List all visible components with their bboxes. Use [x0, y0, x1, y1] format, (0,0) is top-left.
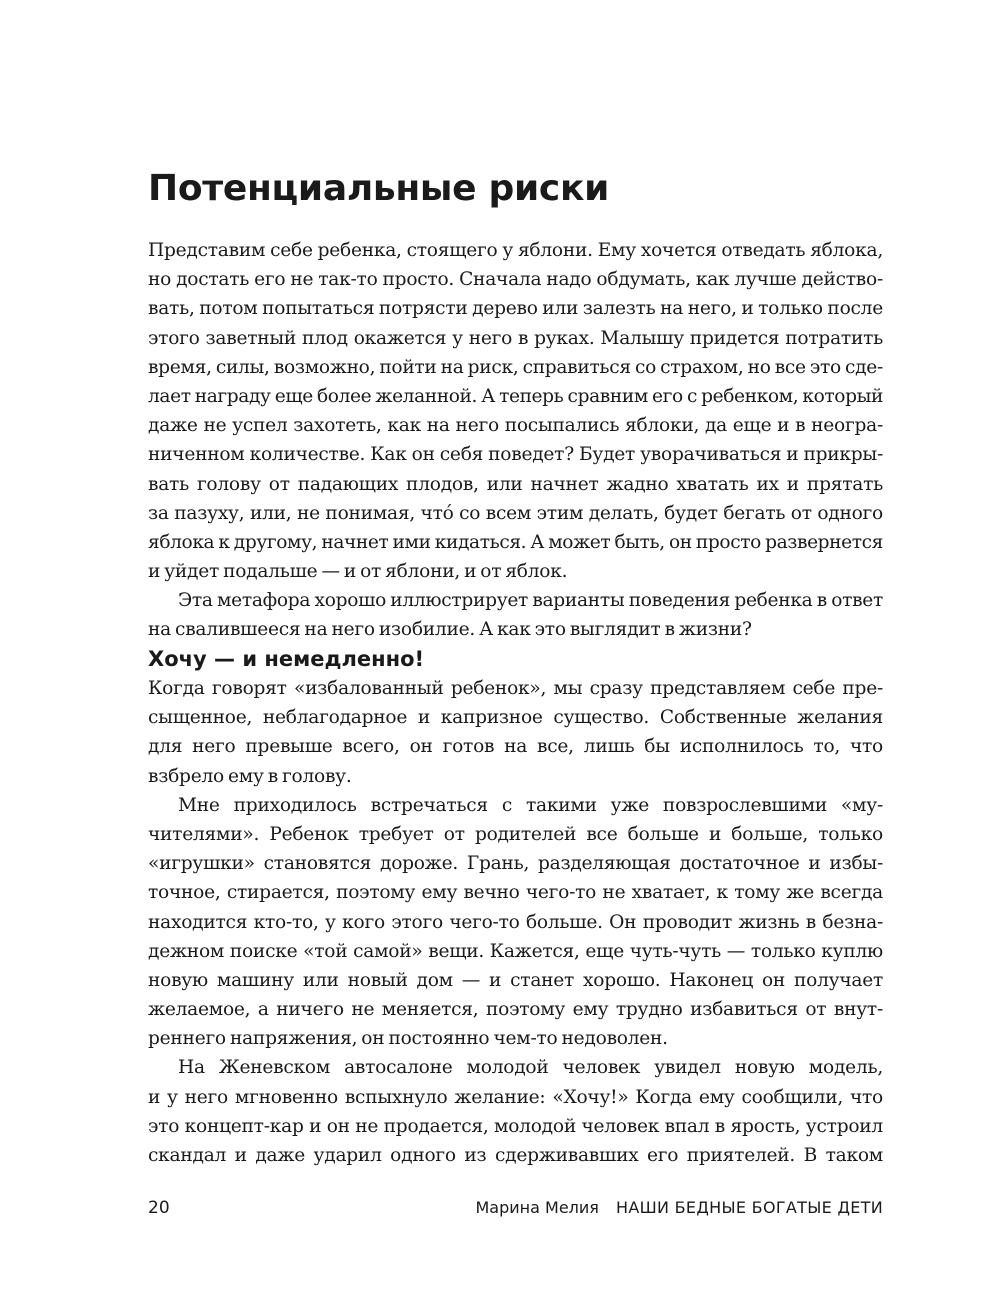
- text-line: скандал и даже ударил одного из сдерживавших его приятелей. В таком: [148, 1145, 883, 1166]
- chapter-title: Потенциальные риски: [148, 168, 610, 209]
- text-line: вать, потом попытаться потрясти дерево или залезть на него, и только после: [148, 298, 883, 320]
- text-line: находится кто-то, у кого этого чего-то больше. Он проводит жизнь в безна-: [148, 911, 883, 933]
- text-line: желаемое, а ничего не меняется, поэтому ему трудно избавиться от внут-: [148, 999, 883, 1021]
- text-line: реннего напряжения, он постоянно чем-то недоволен.: [148, 1028, 668, 1050]
- text-line: дежном поиске «той самой» вещи. Кажется, еще чуть-чуть — только куплю: [148, 940, 883, 962]
- page-footer: [148, 1196, 883, 1220]
- text-line: чителями». Ребенок требует от родителей все больше и больше, только: [148, 823, 883, 845]
- text-line: «игрушки» становятся дороже. Грань, разделяющая достаточное и избы-: [148, 853, 883, 875]
- text-line: сыщенное, неблагодарное и капризное существо. Собственные желания: [148, 707, 883, 729]
- text-line: но достать его не так-то просто. Сначала надо обдумать, как лучше действо-: [148, 269, 883, 291]
- text-line: На Женевском автосалоне молодой человек увидел новую модель,: [178, 1057, 883, 1079]
- text-line: за пазуху, или, не понимая, чтó со всем этим делать, будет бегать от одного: [148, 502, 883, 524]
- section-subheading: Хочу — и немедленно!: [148, 647, 425, 671]
- text-line: новую машину или новый дом — и станет хорошо. Наконец он получает: [148, 969, 883, 991]
- text-line: этого заветный плод окажется у него в руках. Малышу придется потратить: [148, 327, 883, 349]
- text-line: на свалившееся на него изобилие. А как это выглядит в жизни?: [148, 619, 752, 641]
- text-line: точное, стирается, поэтому ему вечно чего-то не хватает, к тому же всегда: [148, 882, 883, 904]
- text-line: Когда говорят «избалованный ребенок», мы сразу представляем себе пре-: [148, 678, 883, 699]
- text-line: взбрело ему в голову.: [148, 765, 352, 787]
- body-text-section-1: [148, 236, 883, 645]
- text-line: яблока к другому, начнет ими кидаться. А может быть, он просто развернется: [148, 531, 883, 553]
- text-line: для него превыше всего, он готов на все, лишь бы исполнилось то, что: [148, 736, 883, 758]
- body-text-section-2: [148, 674, 883, 1170]
- text-line: вать голову от падающих плодов, или начнет жадно хватать их и прятать: [148, 473, 883, 495]
- text-line: Эта метафора хорошо иллюстрирует варианты поведения ребенка в ответ: [178, 590, 883, 612]
- text-line: лает награду еще более желанной. А теперь сравним его с ребенком, который: [148, 385, 883, 407]
- author-name: Марина Мелия: [475, 1198, 599, 1217]
- text-line: время, силы, возможно, пойти на риск, справиться со страхом, но все это сде-: [148, 356, 883, 378]
- text-line: даже не успел захотеть, как на него посыпались яблоки, да еще и в неогра-: [148, 415, 883, 437]
- text-line: и у него мгновенно вспыхнуло желание: «Хочу!» Когда ему сообщили, что: [148, 1086, 883, 1108]
- book-title: НАШИ БЕДНЫЕ БОГАТЫЕ ДЕТИ: [616, 1198, 883, 1217]
- text-line: Мне приходилось встречаться с такими уже повзрослевшими «му-: [178, 794, 883, 816]
- text-line: и уйдет подальше — и от яблони, и от яблок.: [148, 561, 568, 583]
- page-number: 20: [148, 1198, 170, 1218]
- running-footer: [476, 1196, 884, 1220]
- text-line: ниченном количестве. Как он себя поведет? Будет уворачиваться и прикры-: [148, 444, 883, 466]
- text-line: это концепт-кар и он не продается, молодой человек впал в ярость, устроил: [148, 1115, 883, 1137]
- text-line: Представим себе ребенка, стоящего у яблони. Ему хочется отведать яблока,: [148, 240, 883, 261]
